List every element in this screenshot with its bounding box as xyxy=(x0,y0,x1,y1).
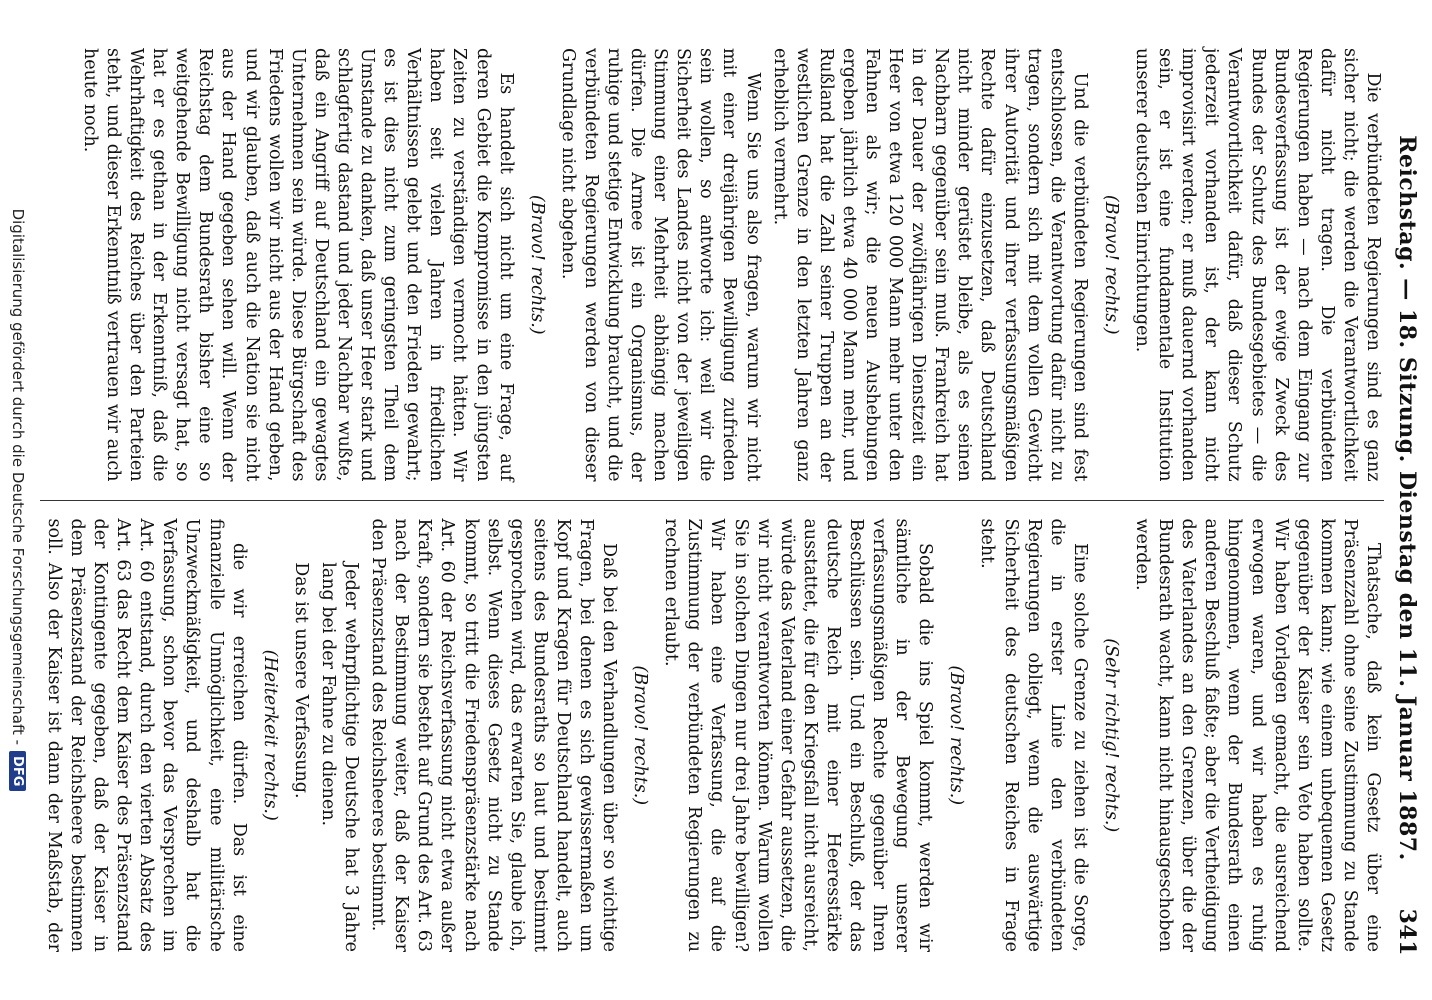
paragraph: die wir erreichen dürfen. Das ist eine finanzielle Unmöglichkeit, eine militärische Unzweckmäßigkeit, und deshalb hat die Verfassung, schon bevor das Versprechen im Art. 60 entstand, durch den vierten Absatz des Art. 63 das Recht dem Kaiser des Präsenzstand der Kontingente gegeben, daß der Kaiser in dem Präsenzstand der Reichsheere bestimmen soll. Also der Kaiser ist dann der Maßstab, der xyxy=(43,518,249,952)
paragraph: Wenn Sie uns also fragen, warum wir nicht mit einer dreijährigen Bewilligung zufrieden sein wollen, so antworte ich: weil wir die Sicherheit des Landes nicht von der jeweiligen Stimmung einer Mehrheit abhängig machen dürfen. Die Armee ist ein Organismus, der ruhige und stetige Entwicklung braucht, und die verbündeten Regierungen werden von dieser Grundlage nicht abgehen. xyxy=(557,48,763,482)
left-column xyxy=(40,30,1384,500)
quoted-text: Jeder wehrpflichtige Deutsche hat 3 Jahre lang bei der Fahne zu dienen. xyxy=(317,562,362,952)
dfg-logo: DFG xyxy=(10,751,27,791)
stage-direction: (Bravo! rechts.) xyxy=(1100,194,1121,335)
paragraph: Und die verbündeten Regierungen sind fest entschlossen, die Verantwortung dafür nicht zu tragen, sondern sich mit dem vollen Gewicht ihrer Autorität und ihrer verfassungsmäßigen Rechte dafür einzusetzen, daß Deutschland nicht minder gerüstet bleibe, als es seinen Nachbarn gegenüber sein muß. Frankreich hat in der Dauer der zwölfjährigen Dienstzeit ein Heer von etwa 120 000 Mann mehr unter den Fahnen als wir; die neuen Aushebungen ergeben jährlich etwa 40 000 Mann mehr, und Rußland hat die Zahl seiner Truppen an der westlichen Grenze in den letzten Jahren ganz erheblich vermehrt. xyxy=(769,48,1090,482)
stage-direction: (Bravo! rechts.) xyxy=(946,665,967,806)
paragraph: Es handelt sich nicht um eine Frage, auf deren Gebiet die Kompromisse in den jüngsten Zeiten zu verständigen vermocht hätten. Wir haben seit vielen Jahren in friedlichen Verhältnissen gelebt und den Frieden gewahrt; es ist dies nicht zum geringsten Theil dem Umstande zu danken, daß unser Heer stark und schlagfertig dastand und jeder Nachbar wußte, daß ein Angriff auf Deutschland ein gewagtes Unternehmen sein würde. Diese Bürgschaft des Friedens wollen wir nicht aus der Hand geben, und wir glauben, daß auch die Nation sie nicht aus der Hand gegeben sehen will. Wenn der Reichstag dem Bundesrath bisher eine so weitgehende Bewilligung nicht versagt hat, so hat er es gethan in der Erkenntniß, daß die Wehrhaftigkeit des Reiches über den Parteien steht, und dieser Erkenntniß vertrauen wir auch heute noch. xyxy=(79,48,516,482)
stage-direction: (Bravo! rechts.) xyxy=(526,194,547,335)
paragraph: Thatsache, daß kein Gesetz über eine Präsenzzahl ohne seine Zustimmung zu Stande kommen kann; wie einem unbequemen Gesetz gegenüber der Kaiser sein Veto haben sollte. Wir haben Vorlagen gemacht, die ausreichend erwogen waren, und wir haben es ruhig hingenommen, wenn der Bundesrath einen anderen Beschluß faßte; aber die Vertheidigung des Vaterlandes an den Grenzen, über die der Bundesrath wacht, kann nicht hinausgeschoben werden. xyxy=(1132,518,1383,952)
right-column xyxy=(40,501,1384,971)
footer-text: Digitalisierung gefördert durch die Deutsche Forschungsgemeinschaft - xyxy=(9,208,27,746)
page-header-title: Reichstag. — 18. Sitzung. Dienstag den 11. Januar 1887. xyxy=(1394,135,1420,861)
paragraph: Sobald die ins Spiel kommt, werden wir sämtliche in der Bewegung unserer verfassungsmäßigen Rechte gegenüber Ihren Beschlüssen sein. Und ein Beschluß, der das deutsche Reich mit einer Heeresstärke ausstattet, die für den Kriegsfall nicht ausreicht, würde das Vaterland einer Gefahr aussetzen, die wir nicht verantworten können. Warum wollen Sie in solchen Dingen nur drei Jahre bewilligen? Wir haben eine Verfassung, die auf die Zustimmung der verbündeten Regierungen zu rechnen erlaubt. xyxy=(661,518,936,952)
quoted-text: Das ist unsere Verfassung. xyxy=(290,562,311,799)
paragraph: Eine solche Grenze zu ziehen ist die Sorge, die in erster Linie den verbündeten Regierungen obliegt, wenn die auswärtige Sicherheit des deutschen Reiches in Frage steht. xyxy=(977,518,1090,952)
stage-direction: (Heiterkeit rechts.) xyxy=(259,649,280,821)
page-number: 341 xyxy=(1394,908,1420,956)
stage-direction: (Sehr richtig! rechts.) xyxy=(1100,638,1121,833)
stage-direction: (Bravo! rechts.) xyxy=(630,665,651,806)
two-column-body xyxy=(40,30,1384,970)
paragraph: Daß bei den Verhandlungen über so wichtige Fragen, bei denen es sich gewissermaßen um Kopf und Kragen für Deutschland handelt, auch seitens des Bundesraths so laut und bestimmt gesprochen wird, das erwarten Sie, glaube ich, selbst. Wenn dieses Gesetz nicht zu Stande kommt, so tritt die Friedenspräsenzstärke nach Art. 60 der Reichsverfassung nicht etwa außer Kraft, sondern sie besteht auf Grund des Art. 63 nach der Bestimmung weiter, daß der Kaiser den Präsenzstand des Reichsheeres bestimmt. xyxy=(368,518,620,952)
paragraph: Die verbündeten Regierungen sind es ganz sicher nicht; die werden die Verantwortlichkeit dafür nicht tragen. Die verbündeten Regierungen haben — nach dem Eingang zur Bundesverfassung ist der ewige Zweck des Bundes der Schutz des Bundesgebietes — die Verantwortlichkeit dafür, daß dieser Schutz jederzeit vorhanden ist, der kann nicht improvisirt werden; er muß dauernd vorhanden sein, er ist eine fundamentale Institution unserer deutschen Einrichtungen. xyxy=(1132,48,1383,482)
digitization-footer xyxy=(4,0,32,1000)
running-head xyxy=(1390,40,1424,956)
